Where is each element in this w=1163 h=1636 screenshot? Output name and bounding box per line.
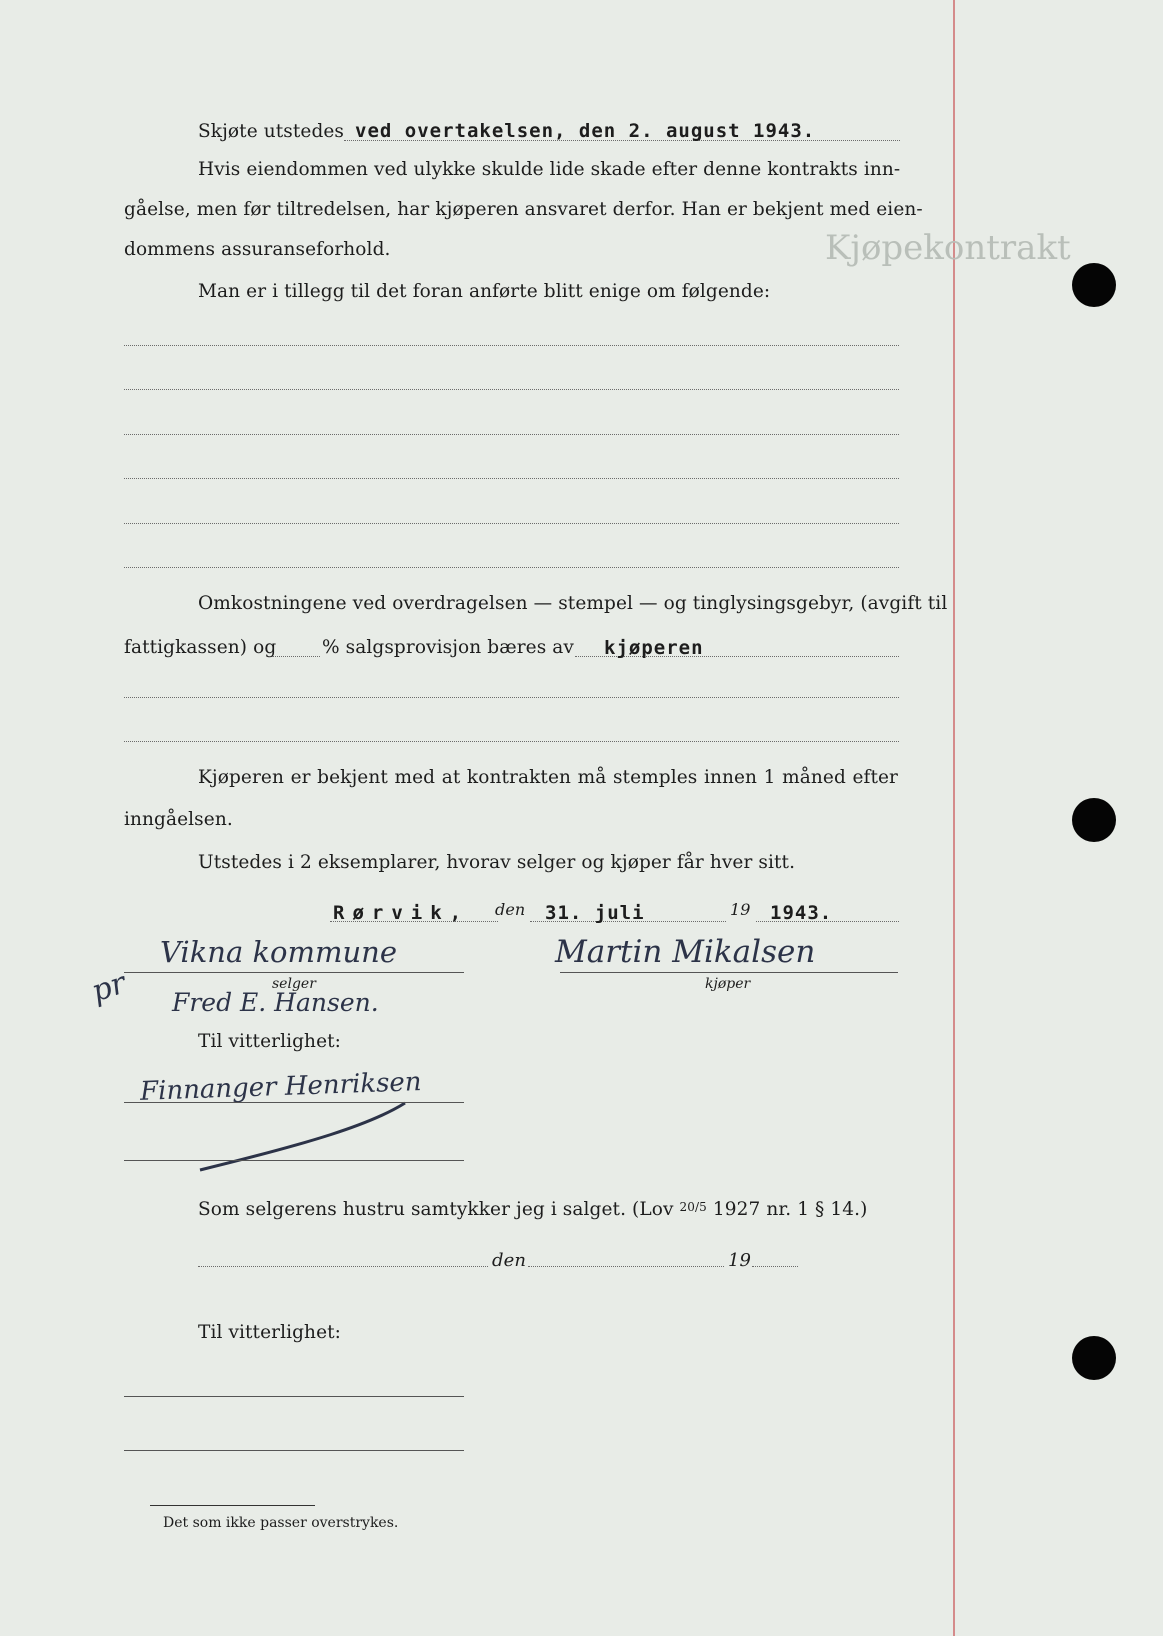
- place-value: Rørvik,: [333, 902, 470, 924]
- spouse-den-label: den: [492, 1250, 527, 1271]
- punch-hole: [1072, 263, 1116, 307]
- footnote-rule: [150, 1505, 315, 1506]
- footnote: Det som ikke passer overstrykes.: [163, 1515, 399, 1531]
- witness-heading: Til vitterlighet:: [198, 1031, 341, 1052]
- spouse-year-prefix: 19: [728, 1250, 752, 1271]
- punch-hole: [1072, 798, 1116, 842]
- paragraph-line: Kjøperen er bekjent med at kontrakten må stemples innen 1 måned efter: [198, 767, 898, 788]
- seller-signature: Vikna kommune: [160, 935, 398, 969]
- paragraph-line: % salgsprovisjon bæres av: [322, 637, 574, 658]
- paragraph-line: Omkostningene ved overdragelsen — stempel — og tinglysingsgebyr, (avgift til: [198, 593, 948, 614]
- selger-label: selger: [272, 976, 316, 992]
- year-prefix: 19: [730, 900, 751, 919]
- den-label: den: [495, 900, 526, 919]
- kjoper-label: kjøper: [705, 976, 751, 992]
- blank-line: [124, 523, 899, 524]
- blank-line: [124, 389, 899, 390]
- spouse-date-dots: [528, 1266, 724, 1267]
- handwritten-pr: pr: [87, 965, 131, 1010]
- percent-blank: [272, 656, 320, 657]
- blank-line: [124, 741, 899, 742]
- spouse-place-dots: [198, 1266, 488, 1267]
- paragraph-line: dommens assuranseforhold.: [124, 239, 391, 260]
- skjote-label: Skjøte utstedes: [198, 121, 345, 142]
- witness-line: [124, 1160, 464, 1161]
- buyer-signature: Martin Mikalsen: [555, 934, 816, 970]
- spouse-consent: [198, 1199, 867, 1220]
- year-value: 1943.: [770, 902, 833, 924]
- paragraph-line: fattigkassen) og: [124, 637, 277, 658]
- spouse-consent-text: Som selgerens hustru samtykker jeg i salget. (Lov: [198, 1199, 674, 1220]
- witness-heading-2: Til vitterlighet:: [198, 1322, 341, 1343]
- spouse-consent-end: 1927 nr. 1 § 14.): [712, 1199, 868, 1220]
- blank-line: [124, 434, 899, 435]
- skjote-value: ved overtakelsen, den 2. august 1943.: [355, 120, 816, 142]
- seller-signature-2: Fred E. Hansen.: [172, 988, 379, 1017]
- agreement-intro: Man er i tillegg til det foran anførte blitt enige om følgende:: [198, 281, 771, 302]
- witness-signature: Finnanger Henriksen: [139, 1067, 423, 1107]
- paragraph-line: gåelse, men før tiltredelsen, har kjøperen ansvaret derfor. Han er bekjent med eien-: [124, 199, 923, 220]
- blank-line: [124, 697, 899, 698]
- copies-statement: Utstedes i 2 eksemplarer, hvorav selger og kjøper får hver sitt.: [198, 852, 796, 873]
- payer-value: kjøperen: [604, 637, 704, 659]
- seller-signature-line: [124, 972, 464, 973]
- date-value: 31. juli: [545, 902, 645, 924]
- bleed-through: Kjøpekontrakt: [825, 228, 1071, 268]
- punch-hole: [1072, 1336, 1116, 1380]
- paragraph-line: Hvis eiendommen ved ulykke skulde lide skade efter denne kontrakts inn-: [198, 159, 901, 180]
- witness-line: [124, 1450, 464, 1451]
- blank-line: [124, 345, 899, 346]
- spouse-date-fraction: 20/5: [679, 1200, 707, 1214]
- witness-line: [124, 1102, 464, 1103]
- blank-line: [124, 478, 899, 479]
- spouse-year-dots: [752, 1266, 798, 1267]
- buyer-signature-line: [560, 972, 898, 973]
- witness-line: [124, 1396, 464, 1397]
- paragraph-line: inngåelsen.: [124, 809, 233, 830]
- blank-line: [124, 567, 899, 568]
- witness-flourish: [190, 1095, 430, 1175]
